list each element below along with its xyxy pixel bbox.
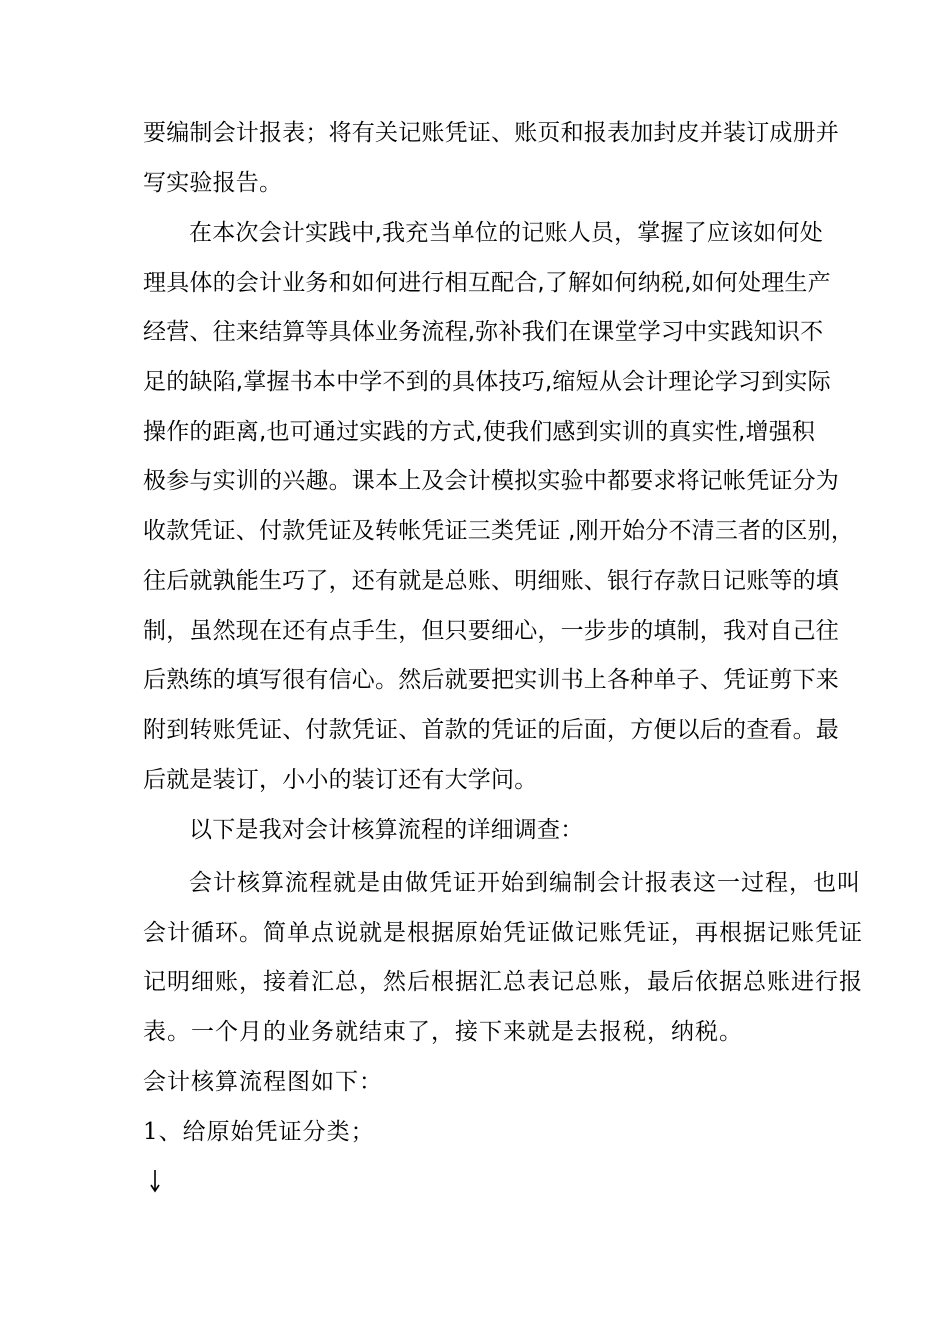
text-line: 往后就孰能生巧了，还有就是总账、明细账、银行存款日记账等的填 (143, 568, 839, 594)
down-arrow-icon (147, 1168, 163, 1196)
text-line: 收款凭证、付款凭证及转帐凭证三类凭证 ,刚开始分不清三者的区别， (143, 518, 855, 544)
text-line: 以下是我对会计核算流程的详细调查： (189, 817, 584, 843)
text-line: 写实验报告。 (143, 170, 283, 196)
text-line: 在本次会计实践中,我充当单位的记账人员，掌握了应该如何处 (189, 220, 823, 246)
flow-title: 会计核算流程图如下： (143, 1069, 383, 1095)
text-line: 附到转账凭证、付款凭证、首款的凭证的后面，方便以后的查看。最 (143, 717, 839, 743)
text-line: 会计循环。简单点说就是根据原始凭证做记账凭证，再根据记账凭证 (143, 920, 863, 946)
text-line: 操作的距离,也可通过实践的方式,使我们感到实训的真实性,增强积 (143, 419, 816, 445)
text-line: 会计核算流程就是由做凭证开始到编制会计报表这一过程，也叫 (189, 870, 861, 896)
text-line: 经营、往来结算等具体业务流程,弥补我们在课堂学习中实践知识不 (143, 319, 824, 345)
text-line: 后就是装订，小小的装订还有大学问。 (143, 767, 538, 793)
text-line: 极参与实训的兴趣。课本上及会计模拟实验中都要求将记帐凭证分为 (143, 468, 839, 494)
text-line: 足的缺陷,掌握书本中学不到的具体技巧,缩短从会计理论学习到实际 (143, 369, 831, 395)
text-line: 后熟练的填写很有信心。然后就要把实训书上各种单子、凭证剪下来 (143, 667, 839, 693)
flow-step: 1、给原始凭证分类； (143, 1119, 375, 1145)
text-line: 记明细账，接着汇总，然后根据汇总表记总账，最后依据总账进行报 (143, 969, 863, 995)
text-line: 要编制会计报表；将有关记账凭证、账页和报表加封皮并装订成册并 (143, 120, 839, 146)
text-line: 表。一个月的业务就结束了，接下来就是去报税，纳税。 (143, 1019, 743, 1045)
text-line: 理具体的会计业务和如何进行相互配合,了解如何纳税,如何处理生产 (143, 270, 831, 296)
text-line: 制，虽然现在还有点手生，但只要细心，一步步的填制，我对自己往 (143, 618, 839, 644)
